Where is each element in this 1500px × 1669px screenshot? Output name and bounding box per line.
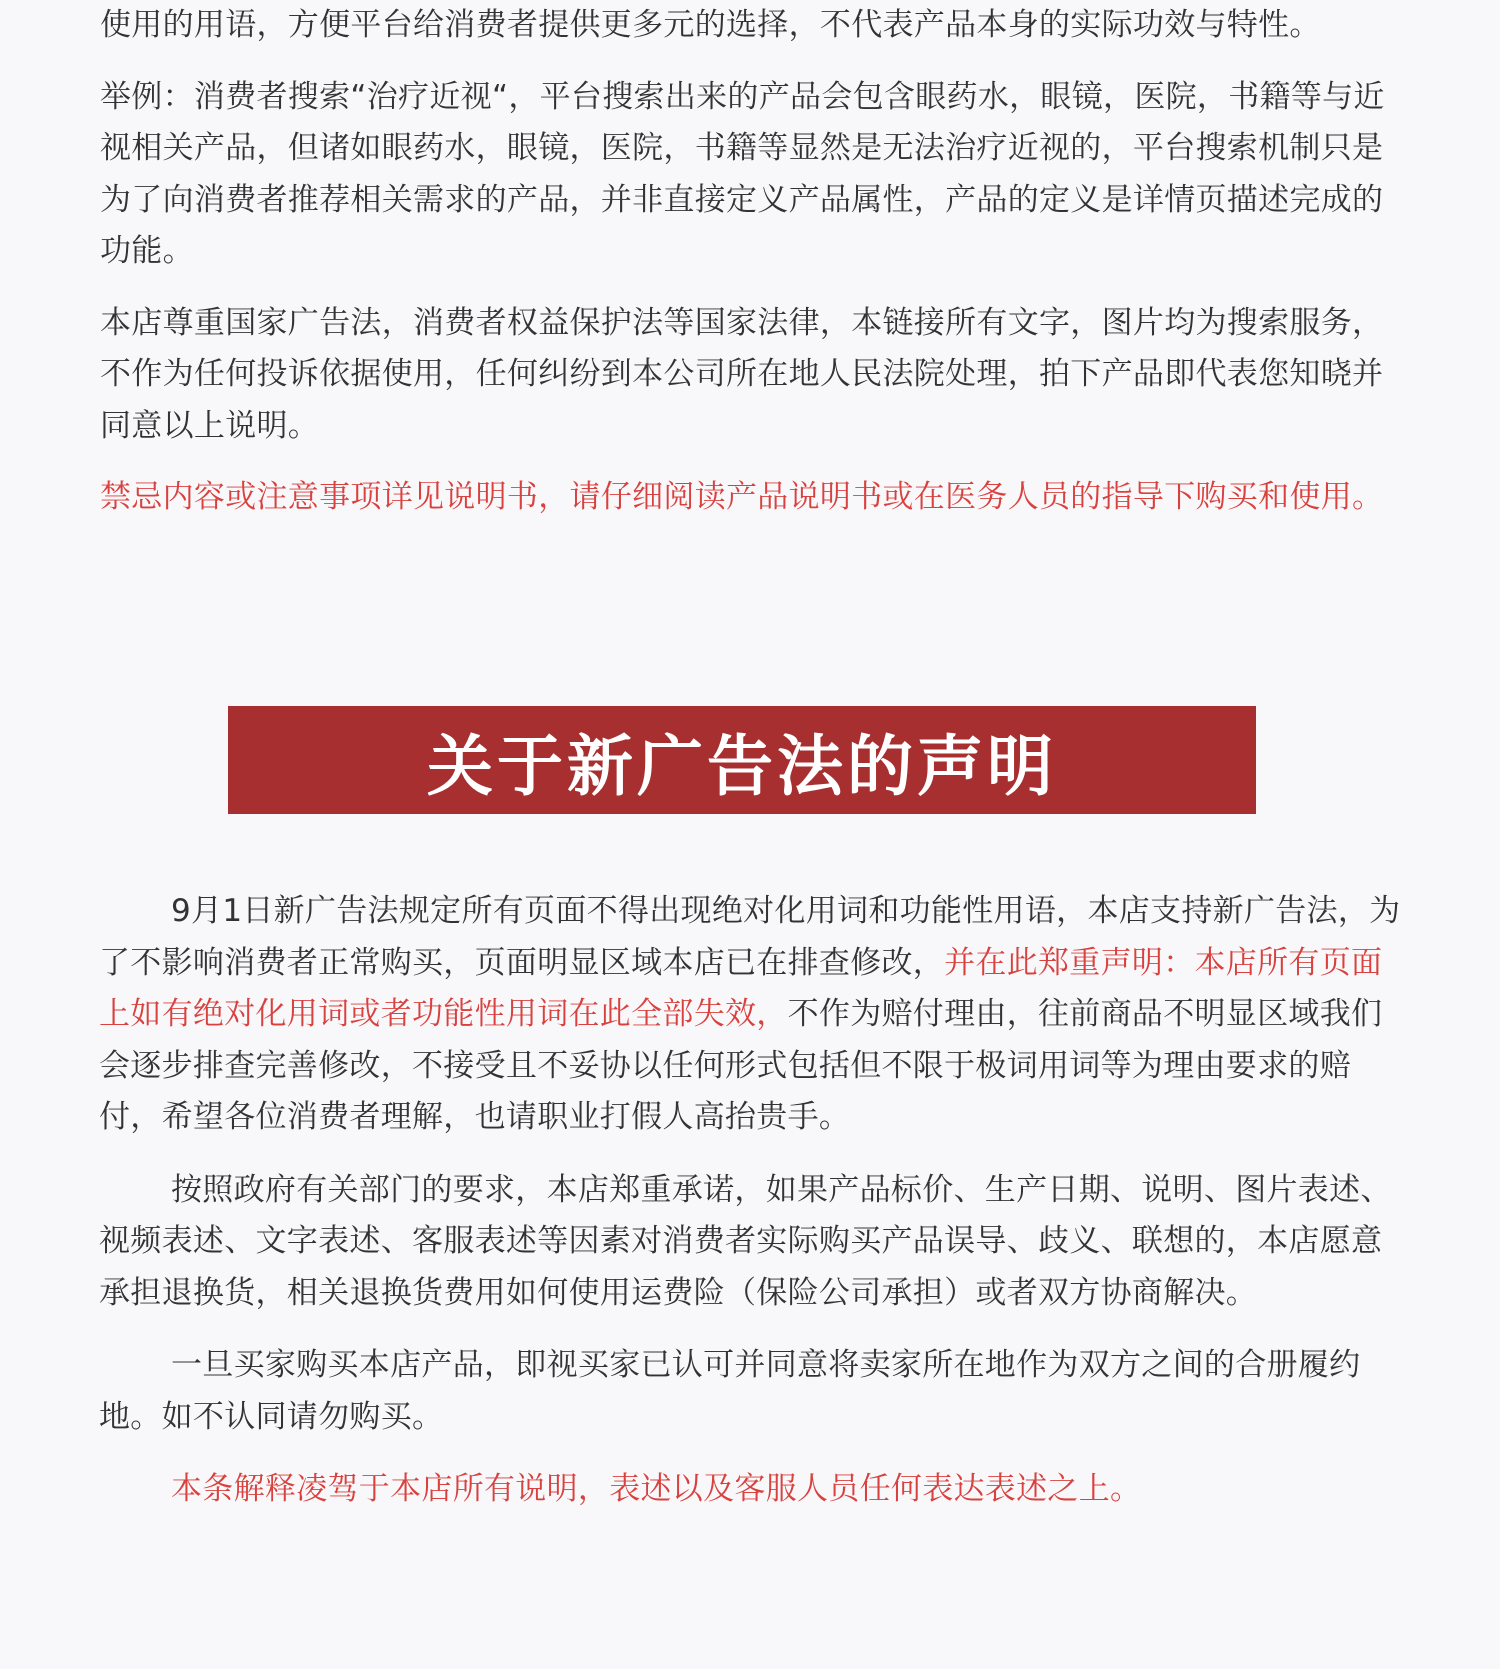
statement-section <box>99 886 1409 1537</box>
statement-paragraph-2: 按照政府有关部门的要求，本店郑重承诺，如果产品标价、生产日期、说明、图片表述、视频表述、文字表述、客服表述等因素对消费者实际购买产品误导、歧义、联想的，本店愿意承担退换货，相关退换货费用如何使用运费险（保险公司承担）或者双方协商解决。 <box>99 1171 1392 1311</box>
statement-banner <box>228 706 1256 814</box>
intro-paragraph-2: 举例：消费者搜索“治疗近视“，平台搜索出来的产品会包含眼药水，眼镜，医院，书籍等与近视相关产品，但诸如眼药水，眼镜，医院，书籍等显然是无法治疗近视的，平台搜索机制只是为了向消费者推荐相关需求的产品，并非直接定义产品属性，产品的定义是详情页描述完成的功能。 <box>100 78 1385 269</box>
statement-declaration: 并在此郑重声明：本店所有页面上如有绝对化用词或者功能性用词在此全部失效， <box>99 944 1383 1032</box>
intro-paragraph-1: 使用的用语，方便平台给消费者提供更多元的选择，不代表产品本身的实际功效与特性。 <box>100 7 1321 43</box>
warning-paragraph: 禁忌内容或注意事项详见说明书，请仔细阅读产品说明书或在医务人员的指导下购买和使用。 <box>100 479 1384 515</box>
statement-paragraph-1-text-a: 9月1日新广告法规定所有页面不得出现绝对化用词和功能性用语，本店支持新广告法，为了不影响消费者正常购买，页面明显区域本店已在排查修改， <box>99 893 1401 981</box>
intro-paragraph-3: 本店尊重国家广告法，消费者权益保护法等国家法律，本链接所有文字，图片均为搜索服务，不作为任何投诉依据使用，任何纠纷到本公司所在地人民法院处理，拍下产品即代表您知晓并同意以上说明。 <box>100 304 1384 444</box>
intro-section <box>100 0 1385 544</box>
statement-paragraph-1-text-b: 不作为赔付理由，往前商品不明显区域我们会逐步排查完善修改，不接受且不妥协以任何形式包括但不限于极词用词等为理由要求的赔付，希望各位消费者理解，也请职业打假人高抬贵手。 <box>99 996 1383 1135</box>
statement-paragraph-3: 一旦买家购买本店产品，即视买家已认可并同意将卖家所在地作为双方之间的合册履约地。如不认同请勿购买。 <box>99 1347 1361 1435</box>
statement-paragraph-1 <box>99 886 1409 1144</box>
statement-final-note: 本条解释凌驾于本店所有说明，表述以及客服人员任何表达表述之上。 <box>171 1471 1142 1507</box>
banner-title: 关于新广告法的声明 <box>427 727 1057 805</box>
